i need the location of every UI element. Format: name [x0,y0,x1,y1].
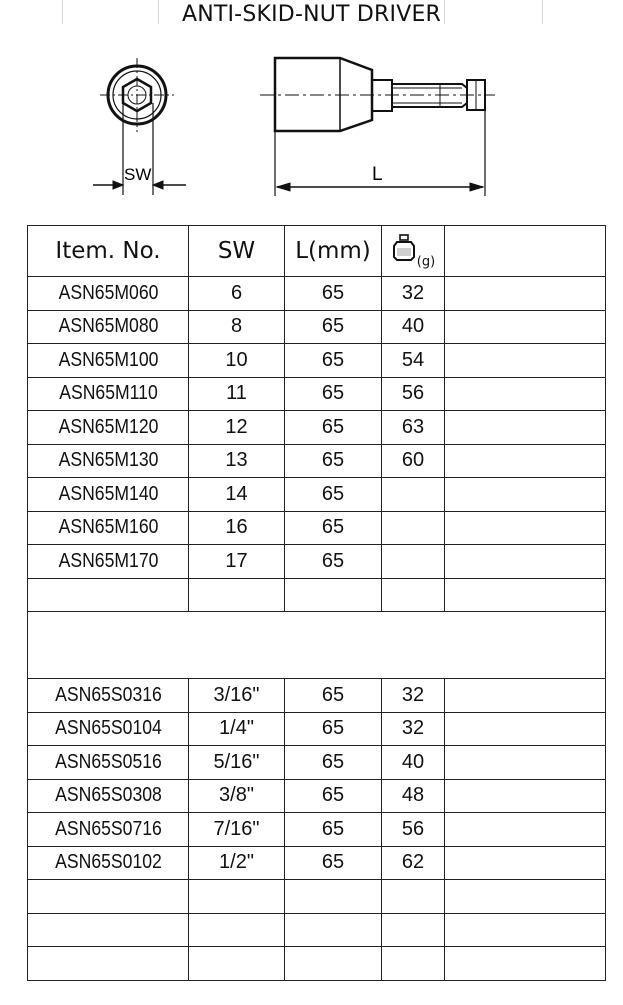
cell-sw [189,578,285,612]
cell-blank [445,377,606,411]
table-row [28,947,606,981]
table-row [28,813,606,847]
cell-length: 65 [285,511,382,545]
table-row [28,779,606,813]
cell-sw [189,947,285,981]
cell-item: ASN65M130 [37,444,179,478]
cell-blank [445,478,606,512]
weight-unit: (g) [416,254,436,270]
cell-blank [445,444,606,478]
cell-sw: 6 [189,277,285,311]
table-header-row [28,226,606,277]
cell-blank [445,880,606,914]
cell-item: ASN65M170 [37,545,179,579]
cell-weight [382,478,445,512]
technical-drawing [0,0,623,220]
cell-length: 65 [285,712,382,746]
cell-sw: 3/8" [189,779,285,813]
table-row [28,545,606,579]
cell-item: ASN65M080 [37,310,179,344]
table-row [28,679,606,713]
cell-length [285,913,382,947]
table-row [28,344,606,378]
cell-weight [382,880,445,914]
cell-sw: 10 [189,344,285,378]
table-row [28,712,606,746]
table-row [28,310,606,344]
table-row [28,277,606,311]
cell-length [285,947,382,981]
cell-item: ASN65S0516 [37,746,179,780]
cell-length: 65 [285,846,382,880]
cell-blank [445,679,606,713]
cell-sw: 7/16" [189,813,285,847]
cell-sw: 11 [189,377,285,411]
cell-blank [445,511,606,545]
cell-blank [445,578,606,612]
cell-item: ASN65M120 [37,411,179,445]
cell-item: ASN65S0102 [37,846,179,880]
cell-length: 65 [285,277,382,311]
cell-blank [445,277,606,311]
cell-sw: 17 [189,545,285,579]
cell-weight: 40 [382,310,445,344]
cell-blank [445,545,606,579]
cell-length: 65 [285,779,382,813]
cell-item: ASN65S0716 [37,813,179,847]
cell-item: ASN65S0104 [37,712,179,746]
cell-length: 65 [285,679,382,713]
table-row [28,913,606,947]
cell-weight: 56 [382,813,445,847]
cell-weight: 54 [382,344,445,378]
cell-blank [445,344,606,378]
cell-blank [445,947,606,981]
cell-sw: 5/16" [189,746,285,780]
cell-length: 65 [285,344,382,378]
cell-item [37,578,179,612]
cell-weight [382,913,445,947]
header-sw: SW [189,226,285,277]
cell-item: ASN65M060 [37,277,179,311]
cell-weight: 60 [382,444,445,478]
cell-sw: 12 [189,411,285,445]
cell-item: ASN65M140 [37,478,179,512]
cell-item: ASN65M160 [37,511,179,545]
cell-weight: 32 [382,712,445,746]
cell-blank [445,913,606,947]
cell-weight: 63 [382,411,445,445]
header-item-no: Item. No. [28,226,189,277]
cell-blank [445,779,606,813]
cell-sw: 1/4" [189,712,285,746]
cell-sw [189,880,285,914]
cell-sw: 1/2" [189,846,285,880]
table-row [28,578,606,612]
page-title: ANTI-SKID-NUT DRIVER [181,2,442,27]
cell-item [37,913,179,947]
cell-blank [445,712,606,746]
cell-weight: 62 [382,846,445,880]
cell-blank [445,746,606,780]
cell-item: ASN65M100 [37,344,179,378]
cell-item: ASN65S0316 [37,679,179,713]
header-weight [382,226,445,277]
cell-item [37,880,179,914]
table-gap-row [28,612,606,679]
cell-blank [445,846,606,880]
table-row [28,846,606,880]
cell-weight: 40 [382,746,445,780]
cell-item [37,947,179,981]
sw-dimension-label: SW [124,165,152,184]
cell-length: 65 [285,746,382,780]
cell-gap [28,612,606,679]
cell-blank [445,411,606,445]
cell-length: 65 [285,444,382,478]
cell-sw: 8 [189,310,285,344]
header-blank [445,226,606,277]
cell-sw: 13 [189,444,285,478]
cell-weight: 56 [382,377,445,411]
spec-table [27,225,606,981]
table-row [28,377,606,411]
cell-length: 65 [285,310,382,344]
table-row [28,880,606,914]
length-dimension-label: L [372,164,383,185]
cell-item: ASN65S0308 [37,779,179,813]
cell-weight: 32 [382,679,445,713]
cell-item: ASN65M110 [37,377,179,411]
cell-weight: 32 [382,277,445,311]
table-row [28,478,606,512]
weight-icon [391,233,417,261]
table-row [28,746,606,780]
cell-length: 65 [285,411,382,445]
cell-sw: 16 [189,511,285,545]
header-length: L(mm) [285,226,382,277]
cell-weight: 48 [382,779,445,813]
cell-blank [445,310,606,344]
cell-sw: 14 [189,478,285,512]
table-row [28,444,606,478]
cell-length: 65 [285,377,382,411]
cell-length: 65 [285,478,382,512]
cell-weight [382,578,445,612]
cell-length [285,880,382,914]
cell-sw [189,913,285,947]
cell-weight [382,947,445,981]
table-row [28,411,606,445]
cell-weight [382,545,445,579]
cell-length [285,578,382,612]
cell-length: 65 [285,813,382,847]
table-row [28,511,606,545]
cell-sw: 3/16" [189,679,285,713]
cell-blank [445,813,606,847]
cell-length: 65 [285,545,382,579]
cell-weight [382,511,445,545]
